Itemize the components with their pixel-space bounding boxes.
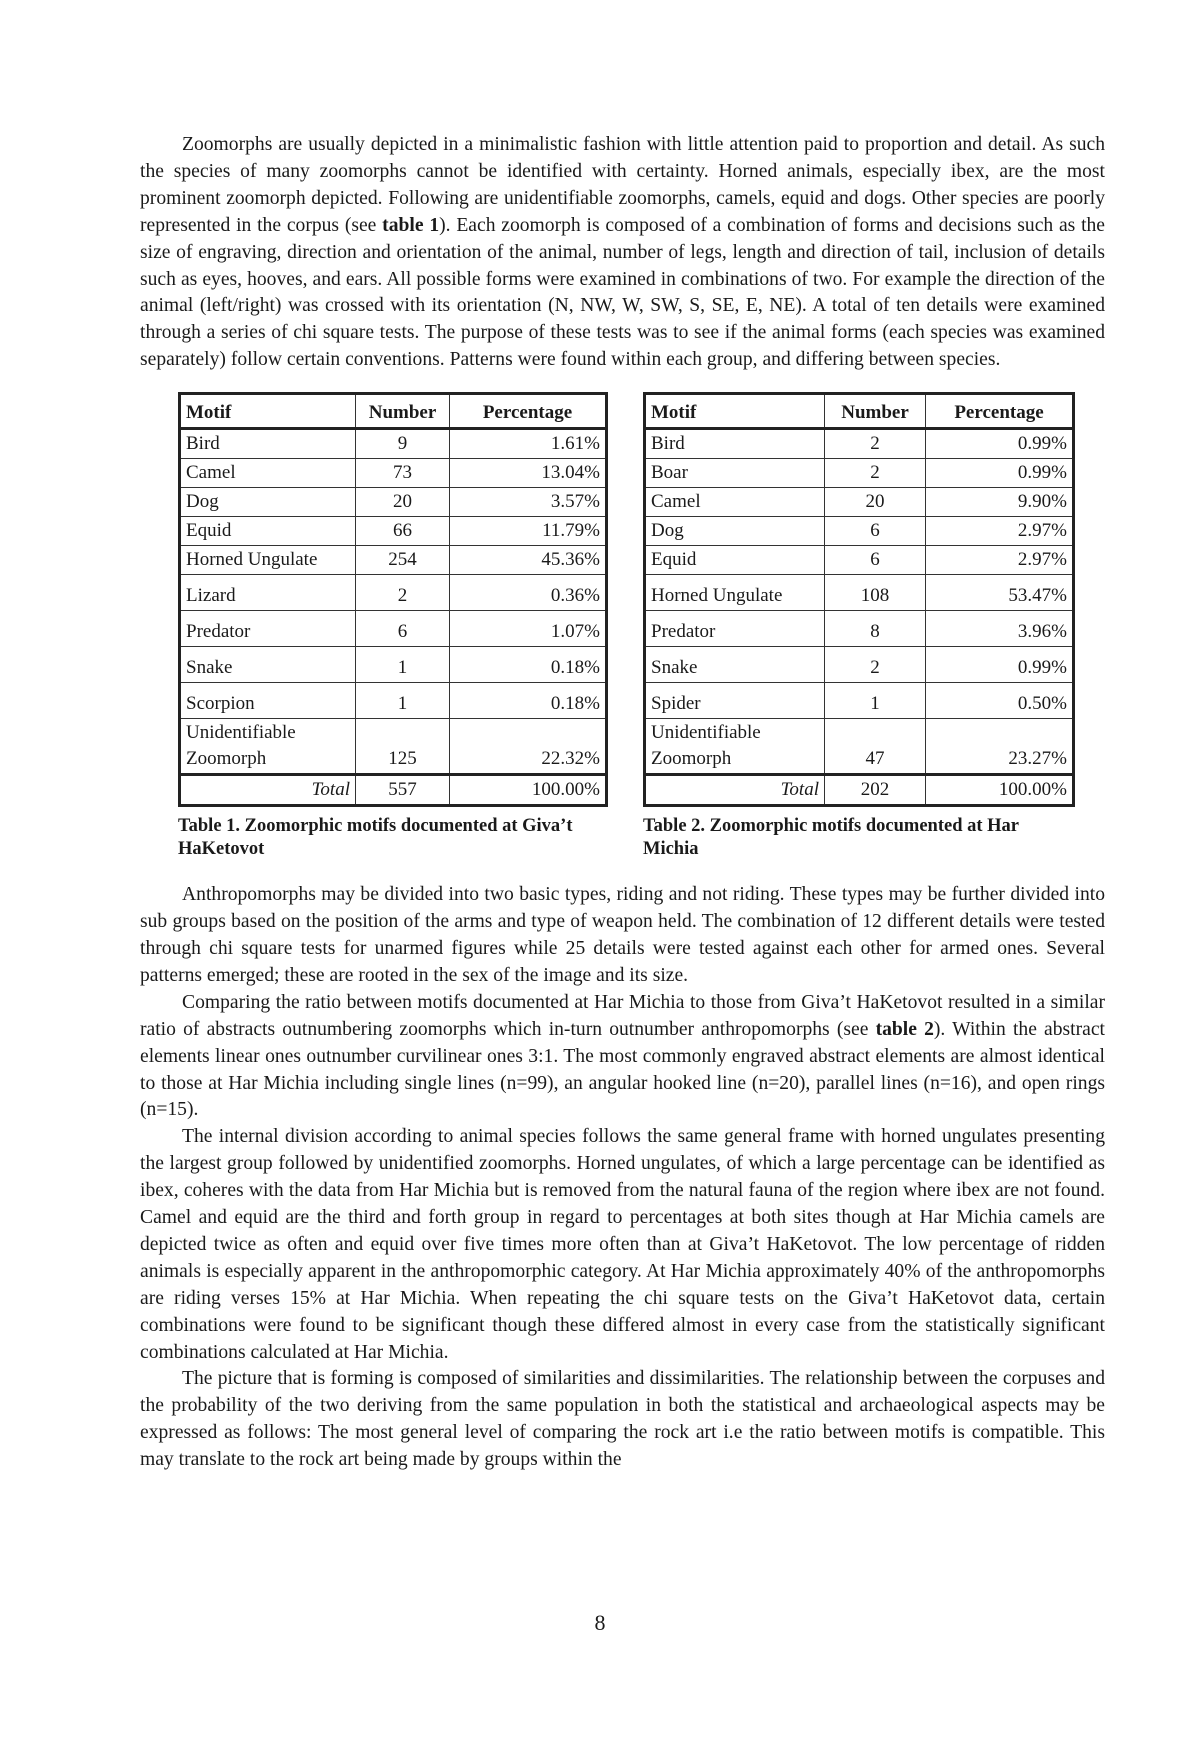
column-header-number: Number	[825, 394, 926, 429]
table1-container	[178, 392, 608, 861]
table-row	[645, 488, 1074, 517]
number-cell: 2	[825, 647, 926, 683]
number-cell: 2	[825, 429, 926, 459]
motif-cell: Bird	[180, 429, 356, 459]
table-row	[645, 459, 1074, 488]
paragraph-anthropomorphs: Anthropomorphs may be divided into two basic types, riding and not riding. These types may be further divided into sub groups based on the position of the arms and type of weapon held. The combination of 12 different details were tested through chi square tests for unarmed figures while 25 details were tested against each other for armed ones. Several patterns emerged; these are rooted in the sex of the image and its size.	[140, 884, 1105, 986]
motif-line: Unidentifiable	[651, 722, 761, 744]
paragraph-text: Comparing the ratio between motifs documented at Har Michia to those from Giva’t HaKetovot resulted in a similar ratio of abstracts outnumbering zoomorphs which in-turn outnumber anthropomorphs (see	[140, 991, 1105, 1040]
table2-container	[643, 392, 1075, 861]
motif-cell: Boar	[645, 459, 825, 488]
percentage-cell: 23.27%	[926, 719, 1074, 775]
number-cell: 66	[356, 517, 450, 546]
percentage-cell: 0.99%	[926, 647, 1074, 683]
number-cell: 6	[825, 517, 926, 546]
table-row	[645, 647, 1074, 683]
table-reference: table 2	[875, 1018, 934, 1040]
total-row	[180, 775, 607, 806]
motif-cell: Dog	[180, 488, 356, 517]
motif-cell: Horned Ungulate	[180, 546, 356, 575]
table-row	[645, 517, 1074, 546]
motif-line: Unidentifiable	[186, 722, 296, 744]
number-cell: 9	[356, 429, 450, 459]
table2-caption: Table 2. Zoomorphic motifs documented at Har Michia	[643, 816, 1019, 860]
paragraph-zoomorphs	[140, 132, 1105, 374]
motif-cell: Lizard	[180, 575, 356, 611]
paragraph-text: ). Each zoomorph is composed of a combination of forms and decisions such as the size of engraving, direction and orientation of the animal, number of legs, length and direction of tail, inclusion of details such as eyes, hooves, and ears. All possible forms were examined in combinations of two. For example the direction of the animal (left/right) was crossed with its orientation (N, NW, W, SW, S, SE, E, NE). A total of ten details were examined through a series of chi square tests. The purpose of these tests was to see if the animal forms (each species was examined separately) follow certain conventions. Patterns were found within each group, and differing between species.	[140, 214, 1106, 371]
percentage-cell: 22.32%	[450, 719, 607, 775]
tables-row	[140, 392, 1105, 882]
paragraph-summary: The picture that is forming is composed of similarities and dissimilarities. The relationship between the corpuses and the probability of the two deriving from the same population in both the statistical and archaeological aspects may be expressed as follows: The most general level of comparing the rock art i.e the ratio between motifs is compatible. This may translate to the rock art being made by groups within the	[140, 1368, 1105, 1471]
total-percentage: 100.00%	[450, 775, 607, 806]
motif-cell	[645, 719, 825, 775]
table-row	[180, 546, 607, 575]
column-header-number: Number	[356, 394, 450, 429]
number-cell: 1	[356, 683, 450, 719]
number-cell: 2	[825, 459, 926, 488]
column-header-motif: Motif	[645, 394, 825, 429]
motif-cell: Camel	[180, 459, 356, 488]
paragraph-text: Zoomorphs are usually depicted in a minimalistic fashion with little attention paid to proportion and detail. As such the species of many zoomorphs cannot be identified with certainty. Horned animals, especially ibex, are the most prominent zoomorph depicted. Following are unidentifiable zoomorphs, camels, equid and dogs. Other species are poorly represented in the corpus (see	[140, 134, 1105, 236]
motif-line: Zoomorph	[186, 748, 267, 770]
table-row	[645, 546, 1074, 575]
table-header-row	[180, 394, 607, 429]
number-cell: 1	[356, 647, 450, 683]
table-row	[180, 459, 607, 488]
table-row	[180, 719, 607, 775]
motif-cell: Dog	[645, 517, 825, 546]
percentage-cell: 0.18%	[450, 647, 607, 683]
number-cell: 125	[356, 719, 450, 775]
number-cell: 8	[825, 611, 926, 647]
column-header-percentage: Percentage	[926, 394, 1074, 429]
motif-cell: Snake	[180, 647, 356, 683]
paragraph-comparison	[140, 990, 1105, 1125]
percentage-cell: 0.18%	[450, 683, 607, 719]
total-row	[645, 775, 1074, 806]
number-cell: 2	[356, 575, 450, 611]
page-number: 8	[594, 1610, 606, 1635]
motif-cell: Camel	[645, 488, 825, 517]
number-cell: 47	[825, 719, 926, 775]
paragraph-text: ). Within the abstract elements linear ones outnumber curvilinear ones 3:1. The most commonly engraved abstract elements are almost identical to those at Har Michia including single lines (n=99), an angular hooked line (n=20), parallel lines (n=16), and open rings (n=15).	[140, 1018, 1105, 1121]
number-cell: 254	[356, 546, 450, 575]
table-row	[645, 429, 1074, 459]
table-row	[645, 683, 1074, 719]
motif-cell: Scorpion	[180, 683, 356, 719]
table-row	[645, 611, 1074, 647]
table-row	[645, 719, 1074, 775]
percentage-cell: 45.36%	[450, 546, 607, 575]
table-row	[180, 647, 607, 683]
total-label: Total	[180, 775, 356, 806]
motif-cell: Horned Ungulate	[645, 575, 825, 611]
column-header-motif: Motif	[180, 394, 356, 429]
percentage-cell: 53.47%	[926, 575, 1074, 611]
table-row	[180, 683, 607, 719]
table-givat-haketovot	[178, 392, 608, 807]
percentage-cell: 11.79%	[450, 517, 607, 546]
total-percentage: 100.00%	[926, 775, 1074, 806]
table-row	[180, 488, 607, 517]
percentage-cell: 9.90%	[926, 488, 1074, 517]
table1-caption: Table 1. Zoomorphic motifs documented at Giva’t HaKetovot	[178, 816, 573, 860]
percentage-cell: 2.97%	[926, 517, 1074, 546]
table-row	[180, 429, 607, 459]
motif-line: Zoomorph	[651, 748, 732, 770]
table-row	[645, 575, 1074, 611]
percentage-cell: 1.07%	[450, 611, 607, 647]
table-row	[180, 575, 607, 611]
table-header-row	[645, 394, 1074, 429]
column-header-percentage: Percentage	[450, 394, 607, 429]
percentage-cell: 2.97%	[926, 546, 1074, 575]
motif-cell: Predator	[180, 611, 356, 647]
page-body	[140, 132, 1105, 1474]
motif-cell	[180, 719, 356, 775]
table-reference: table 1	[382, 214, 440, 236]
number-cell: 20	[825, 488, 926, 517]
number-cell: 73	[356, 459, 450, 488]
percentage-cell: 0.36%	[450, 575, 607, 611]
percentage-cell: 13.04%	[450, 459, 607, 488]
number-cell: 6	[825, 546, 926, 575]
percentage-cell: 0.50%	[926, 683, 1074, 719]
paragraph-species-division: The internal division according to animal species follows the same general frame with horned ungulates presenting the largest group followed by unidentified zoomorphs. Horned ungulates, of which a large percentage can be identified as ibex, coheres with the data from Har Michia but is removed from the natural fauna of the region where ibex are not found. Camel and equid are the third and forth group in regard to percentages at both sites though at Har Michia camels are depicted twice as often and equid over five times more often than at Giva’t HaKetovot. The low percentage of ridden animals is especially apparent in the anthropomorphic category. At Har Michia approximately 40% of the anthropomorphs are riding verses 15% at Har Michia. When repeating the chi square tests on the Giva’t HaKetovot data, certain combinations were found to be significant though these differed almost in every case from the statistically significant combinations calculated at Har Michia.	[140, 1126, 1105, 1363]
motif-cell: Bird	[645, 429, 825, 459]
motif-cell: Predator	[645, 611, 825, 647]
number-cell: 1	[825, 683, 926, 719]
total-number: 557	[356, 775, 450, 806]
motif-cell: Equid	[645, 546, 825, 575]
motif-cell: Spider	[645, 683, 825, 719]
table-row	[180, 517, 607, 546]
total-label: Total	[645, 775, 825, 806]
number-cell: 108	[825, 575, 926, 611]
percentage-cell: 0.99%	[926, 459, 1074, 488]
percentage-cell: 3.96%	[926, 611, 1074, 647]
motif-cell: Equid	[180, 517, 356, 546]
motif-cell: Snake	[645, 647, 825, 683]
percentage-cell: 0.99%	[926, 429, 1074, 459]
percentage-cell: 3.57%	[450, 488, 607, 517]
total-number: 202	[825, 775, 926, 806]
table-har-michia	[643, 392, 1075, 807]
number-cell: 6	[356, 611, 450, 647]
table-row	[180, 611, 607, 647]
number-cell: 20	[356, 488, 450, 517]
percentage-cell: 1.61%	[450, 429, 607, 459]
